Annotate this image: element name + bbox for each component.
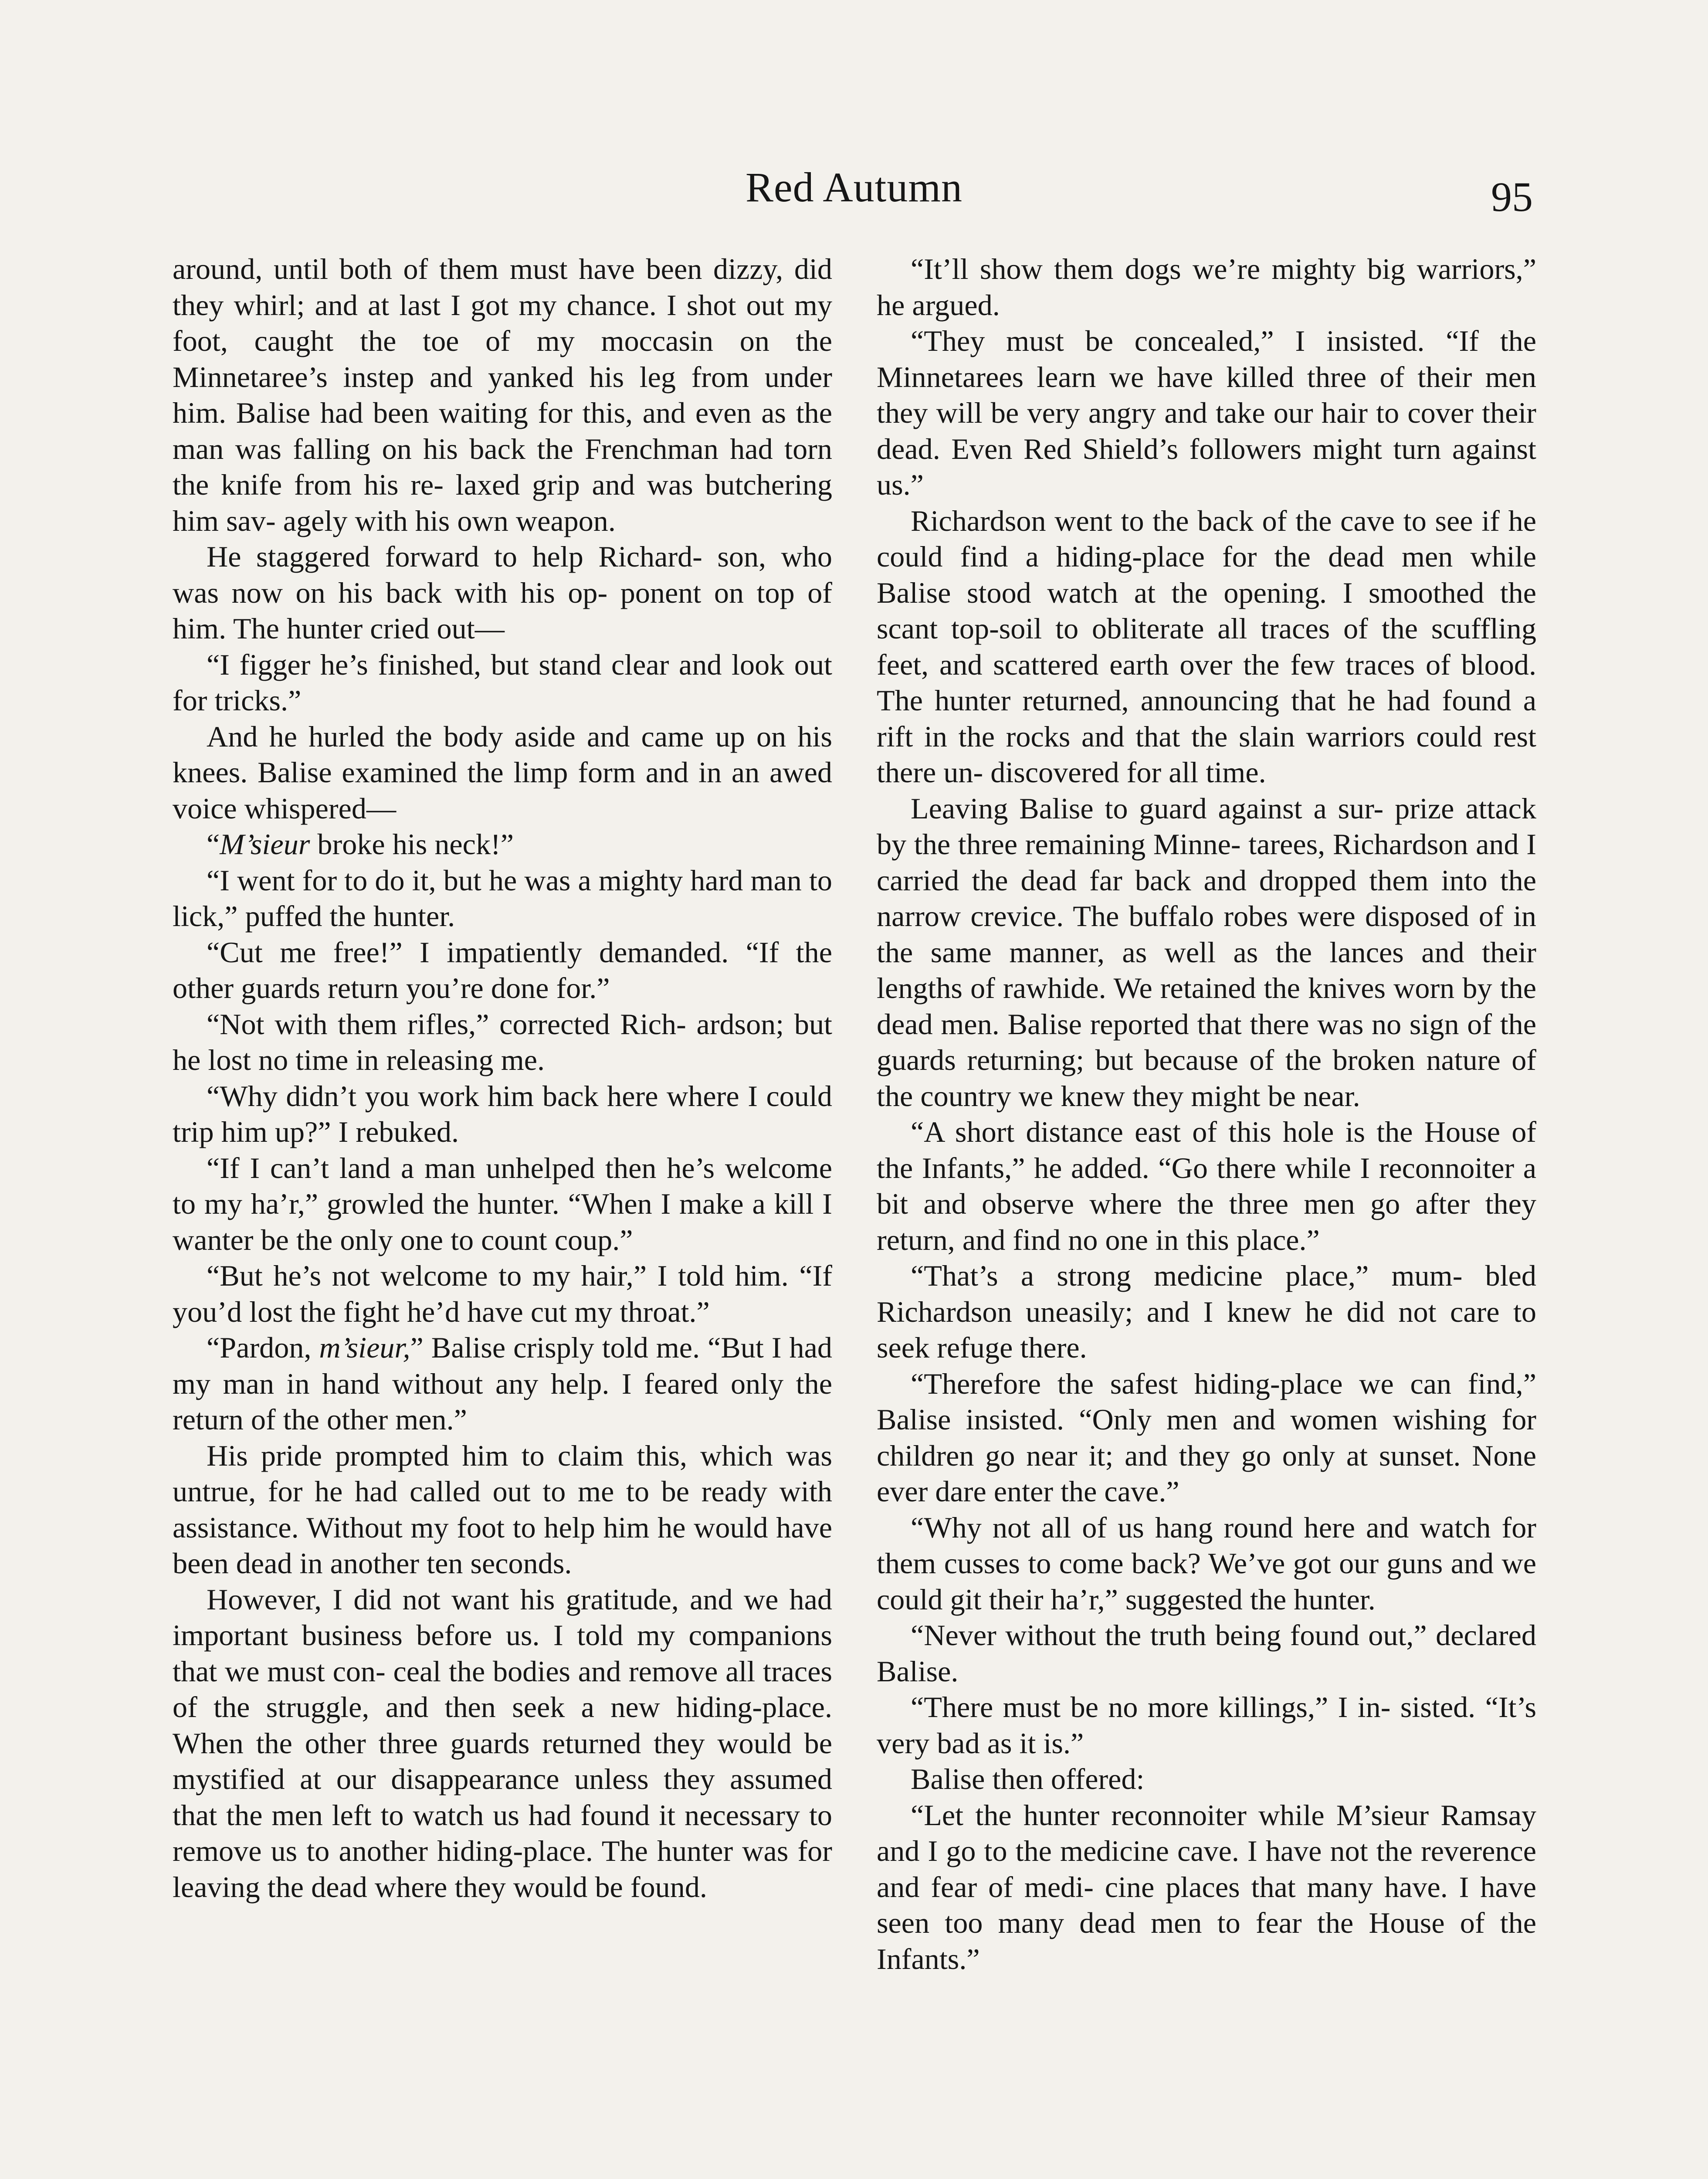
paragraph: around, until both of them must have been dizzy, did they whirl; and at last I got my chance. I shot out my foot, caught the toe of my moccasin on the Minnetaree’s instep and yanked his leg from under him. Balise had been waiting for this, and even as the man was falling on his back the Frenchman had torn the knife from his re- laxed grip and was butchering him sav- agely with his own weapon. xyxy=(173,252,832,537)
paragraph: “I figger he’s finished, but stand clear and look out for tricks.” xyxy=(173,648,832,717)
italic-word: m’sieur, xyxy=(319,1331,410,1364)
paragraph: However, I did not want his gratitude, and we had important business before us. I told my companions that we must con- ceal the bodies and remove all traces of the struggle, and then seek a new hiding-place. When the other three guards returned they would be mystified at our disappearance unless they assumed that the men left to watch us had found it necessary to remove us to another hiding-place. The hunter was for leaving the dead where they would be found. xyxy=(173,1582,832,1904)
right-text-column xyxy=(877,251,1536,2179)
paragraph: “Why not all of us hang round here and watch for them cusses to come back? We’ve got our guns and we could git their ha’r,” suggested the hunter. xyxy=(877,1510,1536,1616)
paragraph: “If I can’t land a man unhelped then he’s welcome to my ha’r,” growled the hunter. “When I make a kill I wanter be the only one to count coup.” xyxy=(173,1151,832,1256)
paragraph-text: “Pardon, xyxy=(207,1331,319,1364)
left-text-column xyxy=(173,251,832,2179)
paragraph: “A short distance east of this hole is the House of the Infants,” he added. “Go there while I reconnoiter a bit and observe where the three men go after they return, and find no one in this place.” xyxy=(877,1115,1536,1256)
paragraph: He staggered forward to help Richard- son, who was now on his back with his op- ponent on top of him. The hunter cried out— xyxy=(173,540,832,645)
paragraph-text: ” Balise crisply told me. “But I had my man in hand without any help. I feared only the return of the other men.” xyxy=(173,1331,832,1436)
paragraph: “Therefore the safest hiding-place we can find,” Balise insisted. “Only men and women wishing for children go near it; and they go only at sunset. None ever dare enter the cave.” xyxy=(877,1367,1536,1508)
paragraph: “I went for to do it, but he was a mighty hard man to lick,” puffed the hunter. xyxy=(173,863,832,933)
italic-word: M’sieur xyxy=(220,828,310,861)
paragraph: “Why didn’t you work him back here where I could trip him up?” I rebuked. xyxy=(173,1079,832,1148)
paragraph: Leaving Balise to guard against a sur- prize attack by the three remaining Minne- tarees, Richardson and I carried the dead far back and dropped them into the narrow crevice. The buffalo robes were disposed of in the same manner, as well as the lances and their lengths of rawhide. We retained the knives worn by the dead men. Balise reported that there was no sign of the guards returning; but because of the broken nature of the country we knew they might be near. xyxy=(877,791,1536,1113)
paragraph: “Not with them rifles,” corrected Rich- ardson; but he lost no time in releasing me. xyxy=(173,1007,832,1076)
running-title: Red Autumn xyxy=(745,164,962,210)
paragraph: And he hurled the body aside and came up on his knees. Balise examined the limp form and in an awed voice whispered— xyxy=(173,720,832,825)
paragraph: “But he’s not welcome to my hair,” I told him. “If you’d lost the fight he’d have cut my throat.” xyxy=(173,1259,832,1328)
paragraph xyxy=(173,1330,832,1438)
paragraph: Richardson went to the back of the cave to see if he could find a hiding-place for the dead men while Balise stood watch at the opening. I smoothed the scant top-soil to obliterate all traces of the scuffling feet, and scattered earth over the few traces of blood. The hunter returned, announcing that he had found a rift in the rocks and that the slain warriors could rest there un- discovered for all time. xyxy=(877,504,1536,789)
paragraph-text: “ xyxy=(207,828,220,861)
paragraph: “Cut me free!” I impatiently demanded. “If the other guards return you’re done for.” xyxy=(173,935,832,1005)
paragraph: Balise then offered: xyxy=(911,1762,1145,1795)
paragraph xyxy=(173,826,832,862)
paragraph: “They must be concealed,” I insisted. “If the Minnetarees learn we have killed three of their men they will be very angry and take our hair to cover their dead. Even Red Shield’s followers might turn against us.” xyxy=(877,324,1536,501)
paragraph: His pride prompted him to claim this, which was untrue, for he had called out to me to be ready with assistance. Without my foot to help him he would have been dead in another ten seconds. xyxy=(173,1439,832,1580)
paragraph-text: broke his neck!” xyxy=(310,828,514,861)
paragraph: “That’s a strong medicine place,” mum- bled Richardson uneasily; and I knew he did not care to seek refuge there. xyxy=(877,1259,1536,1364)
page-number: 95 xyxy=(1491,173,1533,220)
running-header xyxy=(0,161,1708,218)
paragraph: “It’ll show them dogs we’re mighty big warriors,” he argued. xyxy=(877,252,1536,322)
paragraph: “Never without the truth being found out,” declared Balise. xyxy=(877,1619,1536,1688)
paragraph: “There must be no more killings,” I in- sisted. “It’s very bad as it is.” xyxy=(877,1690,1536,1760)
paragraph: “Let the hunter reconnoiter while M’sieur Ramsay and I go to the medicine cave. I have not the reverence and fear of medi- cine places that many have. I have seen too many dead men to fear the House of the Infants.” xyxy=(877,1798,1536,1975)
